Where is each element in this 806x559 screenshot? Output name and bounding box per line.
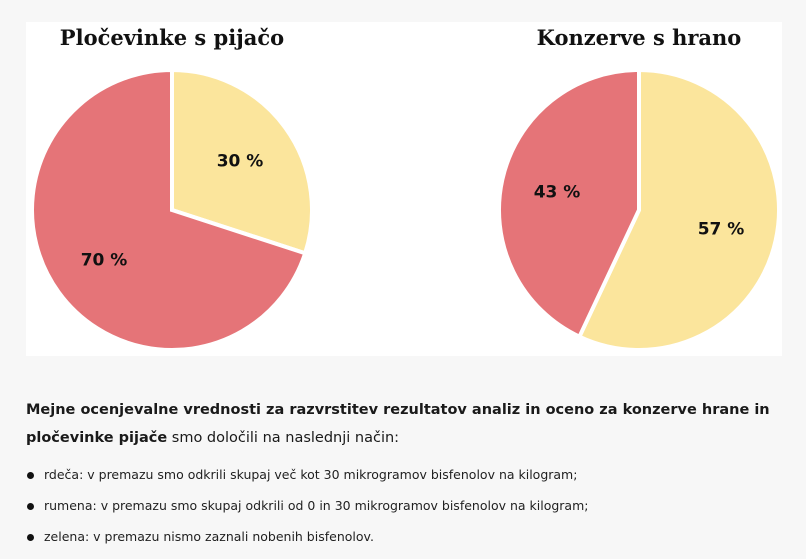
bullet-icon <box>27 503 34 510</box>
chart-title-konzerve: Konzerve s hrano <box>536 25 742 50</box>
pie-label-plocevinke-70: 70 % <box>80 250 128 271</box>
intro-paragraph <box>26 396 782 452</box>
pie-label-konzerve-57: 57 % <box>697 219 745 240</box>
charts-panel <box>26 22 782 356</box>
pie-chart-plocevinke <box>32 70 312 350</box>
bullet-item-yellow <box>26 497 782 528</box>
legend-text-block <box>26 396 782 559</box>
bullet-icon <box>27 534 34 541</box>
intro-rest-text: smo določili na naslednji način: <box>167 430 400 446</box>
bullet-text: zelena: v premazu nismo zaznali nobenih bisfenolov. <box>44 529 374 544</box>
bullet-list <box>26 466 782 559</box>
pie-charts-svg <box>26 22 782 356</box>
bullet-icon <box>27 472 34 479</box>
bullet-text: rumena: v premazu smo skupaj odkrili od 0 in 30 mikrogramov bisfenolov na kilogram; <box>44 498 589 513</box>
intro-bold-text: Mejne ocenjevalne vrednosti za razvrstitev rezultatov analiz in oceno za konzerve hrane in pločevinke pijače <box>26 402 770 446</box>
pie-label-plocevinke-30: 30 % <box>216 151 264 172</box>
chart-title-plocevinke: Pločevinke s pijačo <box>59 25 285 50</box>
pie-label-konzerve-43: 43 % <box>533 182 581 203</box>
bullet-item-green <box>26 528 782 559</box>
pie-chart-konzerve <box>499 70 779 350</box>
bullet-item-red <box>26 466 782 497</box>
bullet-text: rdeča: v premazu smo odkrili skupaj več kot 30 mikrogramov bisfenolov na kilogram; <box>44 467 578 482</box>
